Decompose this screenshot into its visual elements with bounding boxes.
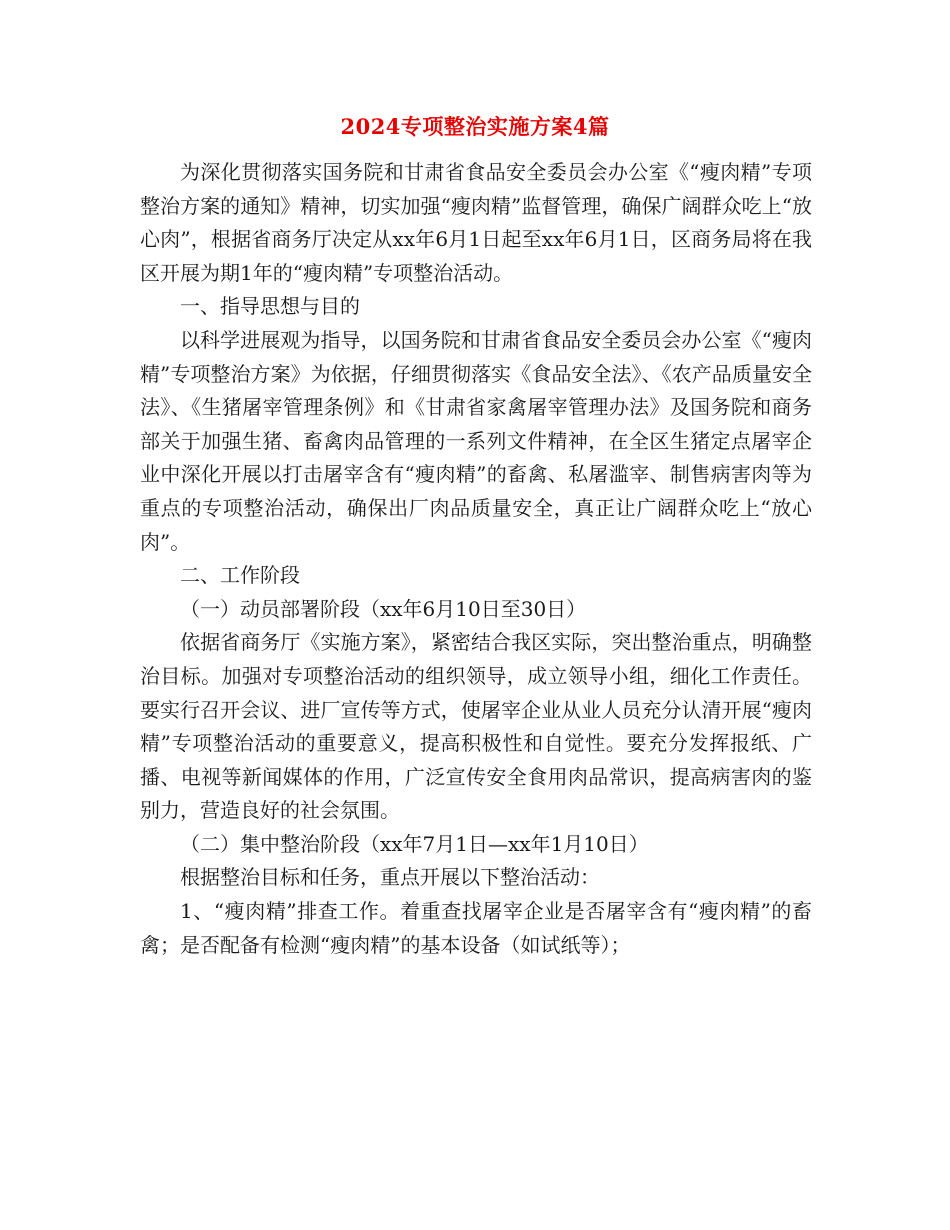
heading-guiding-thought: 一、指导思想与目的 <box>180 294 360 319</box>
paragraph-mobilization-stage: 依据省商务厅《实施方案》，紧密结合我区实际，突出整治重点，明确整治目标。加强对专项整治活动的组织领导，成立领导小组，细化工作责任。要实行召开会议、进厂宣传等方式，使屠宰企业从业人员充分认清开展“瘦肉精”专项整治活动的重要意义，提高积极性和自觉性。要充分发挥报纸、广播、电视等新闻媒体的作用，广泛宣传安全食用肉品常识，提高病害肉的鉴别力，营造良好的社会氛围。 <box>140 630 812 823</box>
paragraph-item-1: 1、“瘦肉精”排查工作。着重查找屠宰企业是否屠宰含有“瘦肉精”的畜禽；是否配备有检测“瘦肉精”的基本设备（如试纸等）； <box>140 899 812 957</box>
paragraph-guiding-thought: 以科学进展观为指导，以国务院和甘肃省食品安全委员会办公室《“瘦肉精”专项整治方案》为依据，仔细贯彻落实《食品安全法》、《农产品质量安全法》、《生猪屠宰管理条例》和《甘肃省家禽屠宰管理办法》及国务院和商务部关于加强生猪、畜禽肉品管理的一系列文件精神，在全区生猪定点屠宰企业中深化开展以打击屠宰含有“瘦肉精”的畜禽、私屠滥宰、制售病害肉等为重点的专项整治活动，确保出厂肉品质量安全，真正让广阔群众吃上“放心肉”。 <box>140 327 812 554</box>
heading-work-stages: 二、工作阶段 <box>180 563 300 588</box>
subheading-rectification-stage: （二）集中整治阶段（xx年7月1日—xx年1月10日） <box>180 831 649 856</box>
document-title: 2024专项整治实施方案4篇 <box>340 114 610 139</box>
document-body <box>140 156 812 962</box>
paragraph-rectification-intro: 根据整治目标和任务，重点开展以下整治活动： <box>180 865 600 890</box>
subheading-mobilization-stage: （一）动员部署阶段（xx年6月10日至30日） <box>180 596 587 621</box>
paragraph-intro: 为深化贯彻落实国务院和甘肃省食品安全委员会办公室《“瘦肉精”专项整治方案的通知》精神，切实加强“瘦肉精”监督管理，确保广阔群众吃上“放心肉”，根据省商务厅决定从xx年6月1日起至xx年6月1日，区商务局将在我区开展为期1年的“瘦肉精”专项整治活动。 <box>140 160 812 285</box>
